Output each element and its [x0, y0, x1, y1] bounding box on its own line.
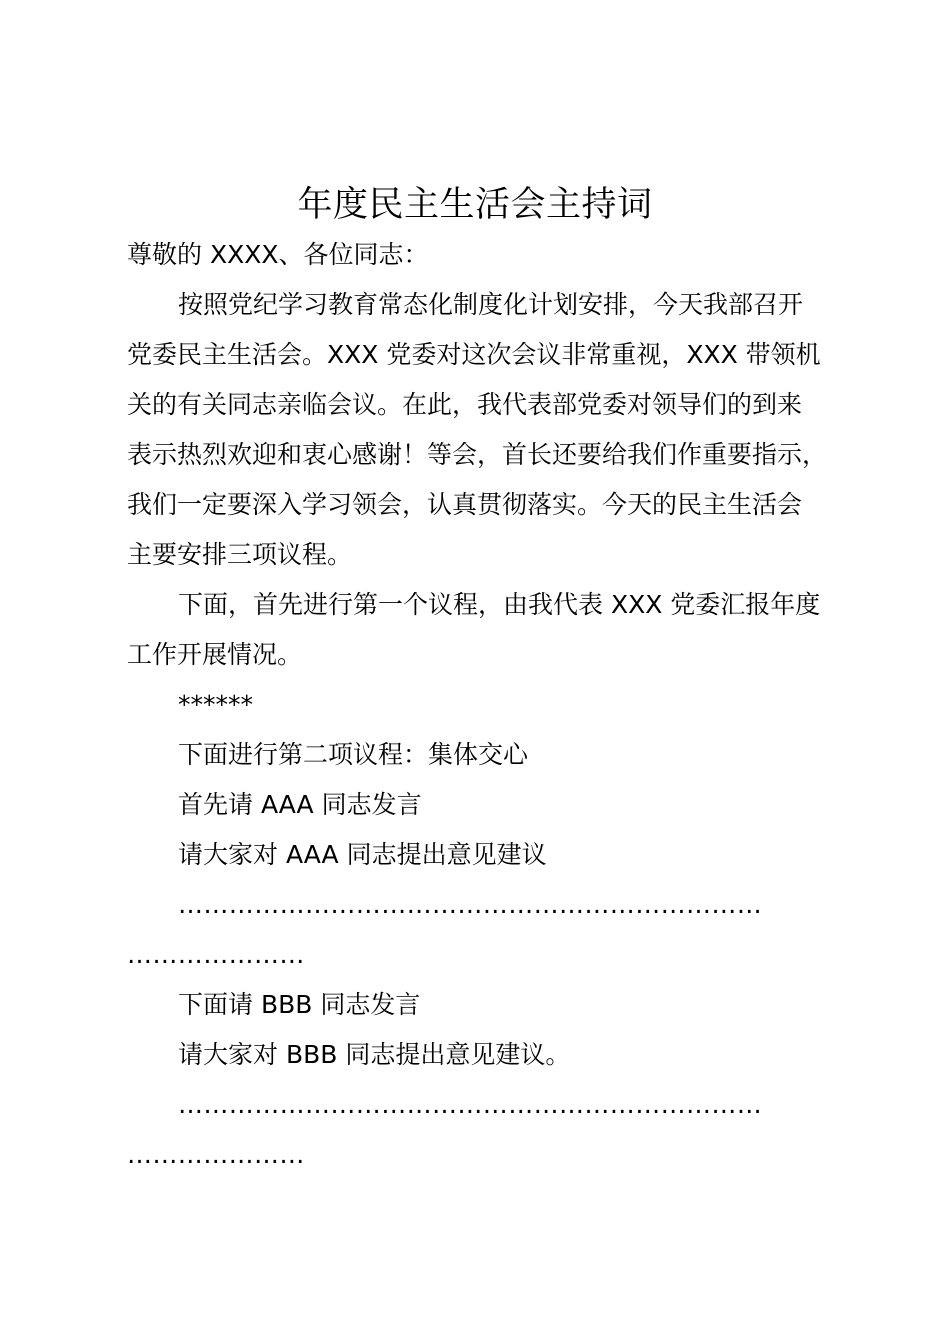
agenda-line: 下面进行第二项议程：集体交心	[178, 740, 529, 769]
salutation-line: 尊敬的 XXXX、各位同志：	[127, 240, 429, 269]
agenda-line: 请大家对 AAA 同志提出意见建议	[178, 840, 547, 869]
ellipsis-line: ……………………………………………………………	[178, 1090, 763, 1119]
paragraph-line: 工作开展情况。	[127, 640, 303, 669]
paragraph-line: 党委民主生活会。XXX 党委对这次会议非常重视，XXX 带领机	[127, 340, 821, 369]
paragraph-line: 表示热烈欢迎和衷心感谢！等会，首长还要给我们作重要指示，	[127, 440, 828, 469]
paragraph-line: 主要安排三项议程。	[127, 540, 353, 569]
agenda-line: 请大家对 BBB 同志提出意见建议。	[178, 1040, 571, 1069]
agenda-line: 首先请 AAA 同志发言	[178, 790, 422, 819]
paragraph-line: 关的有关同志亲临会议。在此，我代表部党委对领导们的到来	[127, 390, 803, 419]
paragraph-line: 我们一定要深入学习领会，认真贯彻落实。今天的民主生活会	[127, 490, 803, 519]
paragraph-line: 按照党纪学习教育常态化制度化计划安排，今天我部召开	[178, 290, 804, 319]
ellipsis-line: …………………	[127, 940, 305, 969]
document-body	[127, 230, 862, 1180]
ellipsis-line: ……………………………………………………………	[178, 890, 763, 919]
asterisk-separator: ******	[178, 690, 253, 719]
agenda-line: 下面请 BBB 同志发言	[178, 990, 421, 1019]
paragraph-line: 下面，首先进行第一个议程，由我代表 XXX 党委汇报年度	[178, 590, 821, 619]
document-title: 年度民主生活会主持词	[297, 185, 653, 225]
ellipsis-line: …………………	[127, 1140, 305, 1169]
